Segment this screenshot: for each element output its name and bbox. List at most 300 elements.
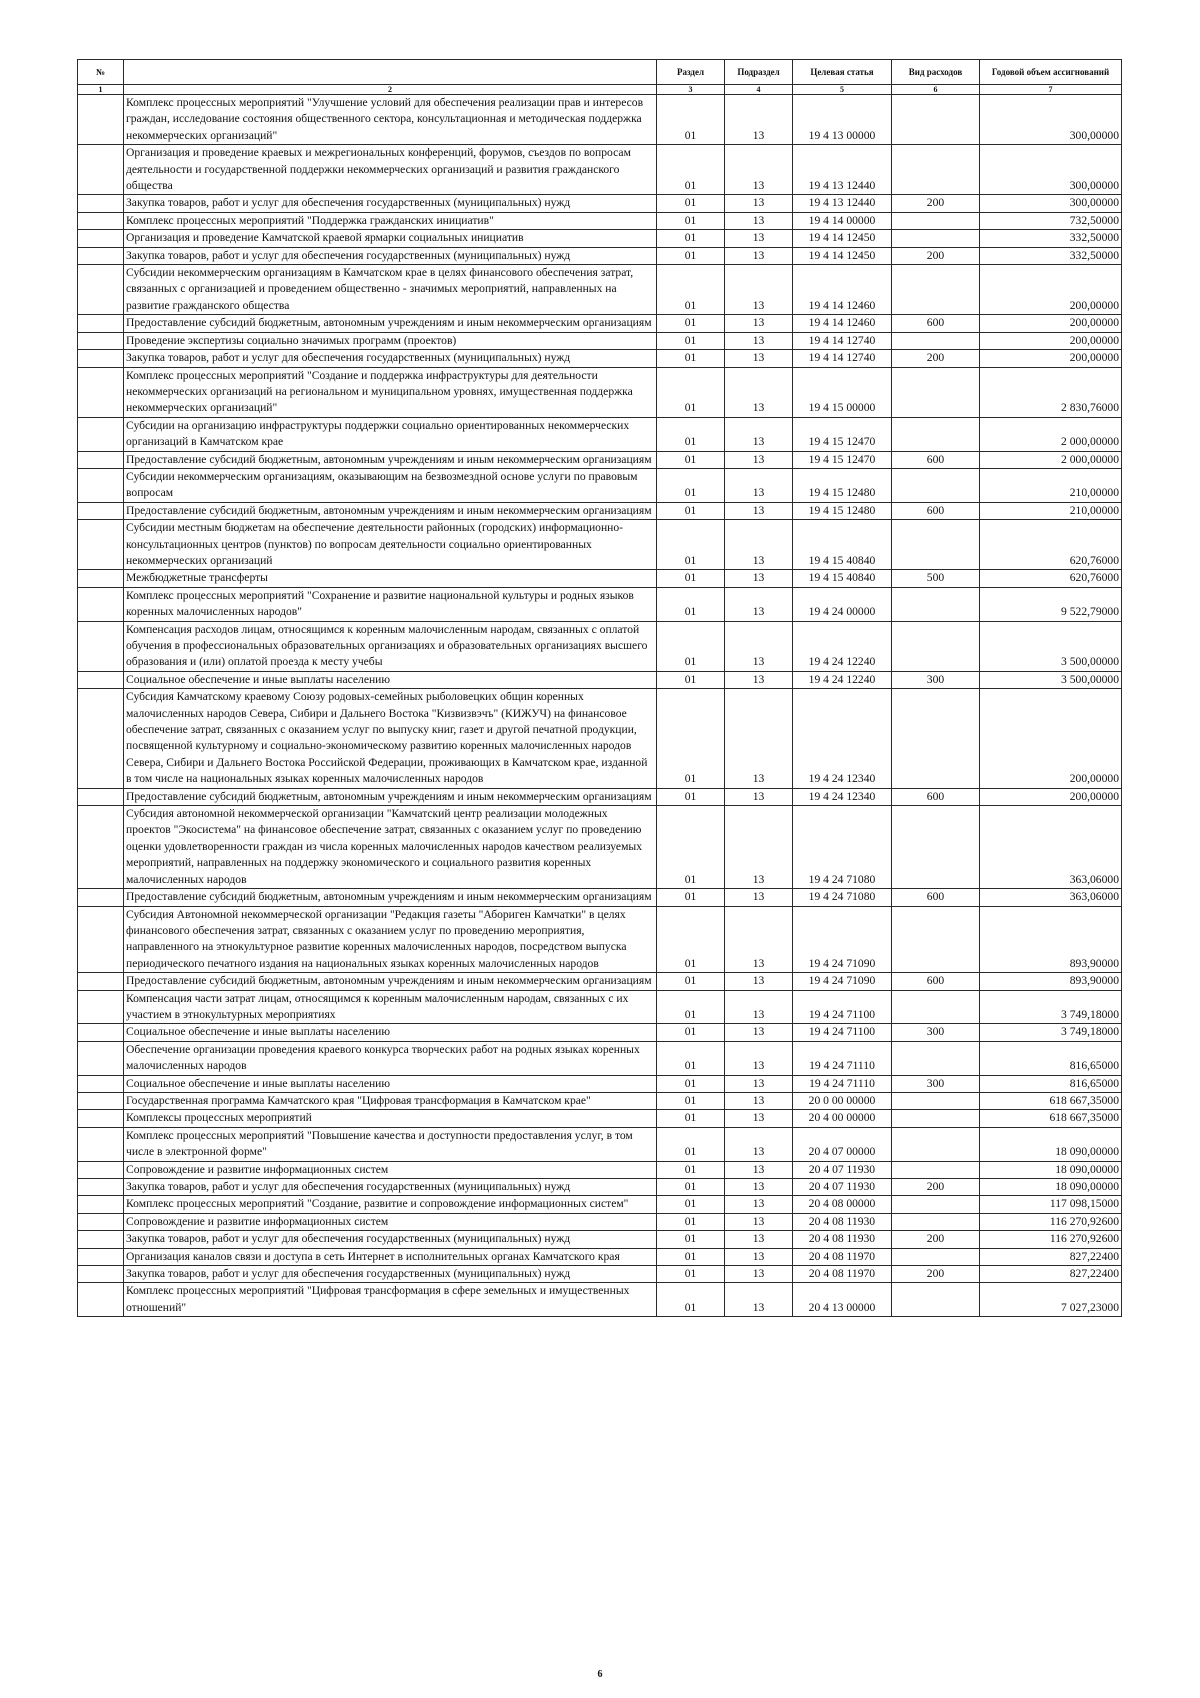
row-amount-cell: 18 090,00000 [980, 1161, 1122, 1178]
row-target-article-cell: 19 4 15 40840 [793, 520, 892, 570]
row-number-cell [78, 417, 124, 451]
row-podrazdel-cell: 13 [725, 788, 793, 805]
row-target-article-cell: 19 4 14 12460 [793, 265, 892, 315]
row-expense-type-cell [892, 1161, 980, 1178]
row-target-article-cell: 19 4 24 12340 [793, 689, 892, 788]
row-amount-cell: 200,00000 [980, 265, 1122, 315]
row-razdel-cell: 01 [657, 367, 725, 417]
table-row [78, 1213, 1122, 1230]
table-row [78, 350, 1122, 367]
row-podrazdel-cell: 13 [725, 468, 793, 502]
row-number-cell [78, 1231, 124, 1248]
row-amount-cell: 200,00000 [980, 788, 1122, 805]
row-target-article-cell: 19 4 14 12740 [793, 350, 892, 367]
row-razdel-cell: 01 [657, 502, 725, 519]
row-expense-type-cell: 300 [892, 1024, 980, 1041]
row-target-article-cell: 20 4 00 00000 [793, 1110, 892, 1127]
row-podrazdel-cell: 13 [725, 1196, 793, 1213]
header-target-article: Целевая статья [793, 60, 892, 85]
row-expense-type-cell: 500 [892, 570, 980, 587]
row-expense-type-cell [892, 587, 980, 621]
row-podrazdel-cell: 13 [725, 990, 793, 1024]
row-podrazdel-cell: 13 [725, 1283, 793, 1317]
row-number-cell [78, 806, 124, 889]
row-name-cell: Обеспечение организации проведения краевого конкурса творческих работ на родных языках коренных малочисленных народов [124, 1041, 657, 1075]
row-expense-type-cell [892, 990, 980, 1024]
row-number-cell [78, 451, 124, 468]
row-target-article-cell: 19 4 14 12460 [793, 315, 892, 332]
table-row [78, 1092, 1122, 1109]
row-name-cell: Субсидии некоммерческим организациям, оказывающим на безвозмездной основе услуги по правовым вопросам [124, 468, 657, 502]
row-expense-type-cell [892, 689, 980, 788]
row-target-article-cell: 19 4 13 00000 [793, 95, 892, 145]
row-expense-type-cell [892, 1196, 980, 1213]
row-name-cell: Субсидии на организацию инфраструктуры поддержки социально ориентированных некоммерческих организаций в Камчатском крае [124, 417, 657, 451]
row-target-article-cell: 19 4 15 00000 [793, 367, 892, 417]
row-podrazdel-cell: 13 [725, 973, 793, 990]
row-name-cell: Предоставление субсидий бюджетным, автономным учреждениям и иным некоммерческим организациям [124, 451, 657, 468]
table-row [78, 570, 1122, 587]
row-name-cell: Комплекс процессных мероприятий "Сохранение и развитие национальной культуры и родных языков коренных малочисленных народов" [124, 587, 657, 621]
table-column-numbers-row [78, 85, 1122, 95]
row-amount-cell: 2 000,00000 [980, 417, 1122, 451]
row-expense-type-cell [892, 1110, 980, 1127]
row-amount-cell: 116 270,92600 [980, 1231, 1122, 1248]
row-number-cell [78, 788, 124, 805]
row-number-cell [78, 1110, 124, 1127]
row-expense-type-cell: 200 [892, 1266, 980, 1283]
row-name-cell: Организация и проведение Камчатской краевой ярмарки социальных инициатив [124, 230, 657, 247]
row-amount-cell: 332,50000 [980, 247, 1122, 264]
row-podrazdel-cell: 13 [725, 1024, 793, 1041]
row-name-cell: Сопровождение и развитие информационных систем [124, 1213, 657, 1230]
row-target-article-cell: 19 4 13 12440 [793, 145, 892, 195]
row-number-cell [78, 1041, 124, 1075]
row-podrazdel-cell: 13 [725, 451, 793, 468]
row-podrazdel-cell: 13 [725, 95, 793, 145]
row-podrazdel-cell: 13 [725, 230, 793, 247]
table-row [78, 1110, 1122, 1127]
table-row [78, 671, 1122, 688]
row-amount-cell: 210,00000 [980, 502, 1122, 519]
row-target-article-cell: 20 4 13 00000 [793, 1283, 892, 1317]
row-name-cell: Государственная программа Камчатского края "Цифровая трансформация в Камчатском крае" [124, 1092, 657, 1109]
table-row [78, 1231, 1122, 1248]
row-expense-type-cell: 200 [892, 247, 980, 264]
row-name-cell: Предоставление субсидий бюджетным, автономным учреждениям и иным некоммерческим организациям [124, 973, 657, 990]
row-amount-cell: 200,00000 [980, 332, 1122, 349]
row-amount-cell: 816,65000 [980, 1075, 1122, 1092]
row-target-article-cell: 19 4 24 71090 [793, 973, 892, 990]
row-amount-cell: 2 830,76000 [980, 367, 1122, 417]
row-target-article-cell: 20 4 08 11970 [793, 1248, 892, 1265]
row-razdel-cell: 01 [657, 350, 725, 367]
table-row [78, 417, 1122, 451]
row-target-article-cell: 19 4 13 12440 [793, 195, 892, 212]
column-number-5: 5 [793, 85, 892, 95]
row-target-article-cell: 19 4 15 12480 [793, 502, 892, 519]
row-amount-cell: 7 027,23000 [980, 1283, 1122, 1317]
row-razdel-cell: 01 [657, 889, 725, 906]
row-number-cell [78, 1127, 124, 1161]
row-expense-type-cell [892, 1127, 980, 1161]
row-name-cell: Субсидии некоммерческим организациям в Камчатском крае в целях финансового обеспечения затрат, связанных с организацией и проведением общественно - значимых мероприятий, направленных на развитие гражданского общества [124, 265, 657, 315]
row-number-cell [78, 332, 124, 349]
row-amount-cell: 620,76000 [980, 520, 1122, 570]
row-name-cell: Комплекс процессных мероприятий "Улучшение условий для обеспечения реализации прав и интересов граждан, исследование состояния общественного сектора, консультационная и методическая поддержка некоммерческих организаций" [124, 95, 657, 145]
row-number-cell [78, 468, 124, 502]
row-number-cell [78, 145, 124, 195]
row-razdel-cell: 01 [657, 315, 725, 332]
row-target-article-cell: 19 4 15 12470 [793, 451, 892, 468]
table-row [78, 990, 1122, 1024]
row-expense-type-cell [892, 367, 980, 417]
row-expense-type-cell [892, 906, 980, 973]
row-target-article-cell: 20 4 08 11930 [793, 1213, 892, 1230]
row-razdel-cell: 01 [657, 468, 725, 502]
row-razdel-cell: 01 [657, 265, 725, 315]
table-row [78, 906, 1122, 973]
header-name [124, 60, 657, 85]
row-podrazdel-cell: 13 [725, 1231, 793, 1248]
row-name-cell: Закупка товаров, работ и услуг для обеспечения государственных (муниципальных) нужд [124, 1231, 657, 1248]
row-amount-cell: 3 749,18000 [980, 1024, 1122, 1041]
row-podrazdel-cell: 13 [725, 1213, 793, 1230]
row-expense-type-cell [892, 332, 980, 349]
row-number-cell [78, 671, 124, 688]
row-name-cell: Комплексы процессных мероприятий [124, 1110, 657, 1127]
row-name-cell: Предоставление субсидий бюджетным, автономным учреждениям и иным некоммерческим организациям [124, 889, 657, 906]
row-razdel-cell: 01 [657, 671, 725, 688]
row-number-cell [78, 973, 124, 990]
row-amount-cell: 18 090,00000 [980, 1179, 1122, 1196]
row-name-cell: Закупка товаров, работ и услуг для обеспечения государственных (муниципальных) нужд [124, 1266, 657, 1283]
table-row [78, 1283, 1122, 1317]
row-amount-cell: 3 500,00000 [980, 671, 1122, 688]
row-amount-cell: 117 098,15000 [980, 1196, 1122, 1213]
row-amount-cell: 827,22400 [980, 1248, 1122, 1265]
column-number-7: 7 [980, 85, 1122, 95]
row-target-article-cell: 20 0 00 00000 [793, 1092, 892, 1109]
row-target-article-cell: 19 4 14 12450 [793, 247, 892, 264]
row-podrazdel-cell: 13 [725, 1110, 793, 1127]
row-razdel-cell: 01 [657, 1110, 725, 1127]
row-number-cell [78, 689, 124, 788]
row-name-cell: Предоставление субсидий бюджетным, автономным учреждениям и иным некоммерческим организациям [124, 788, 657, 805]
row-amount-cell: 300,00000 [980, 95, 1122, 145]
row-target-article-cell: 20 4 08 00000 [793, 1196, 892, 1213]
row-razdel-cell: 01 [657, 451, 725, 468]
row-podrazdel-cell: 13 [725, 570, 793, 587]
row-podrazdel-cell: 13 [725, 1179, 793, 1196]
row-podrazdel-cell: 13 [725, 689, 793, 788]
row-target-article-cell: 19 4 24 12340 [793, 788, 892, 805]
row-expense-type-cell [892, 1283, 980, 1317]
row-razdel-cell: 01 [657, 973, 725, 990]
table-row [78, 1161, 1122, 1178]
row-number-cell [78, 1179, 124, 1196]
row-target-article-cell: 19 4 14 12450 [793, 230, 892, 247]
row-razdel-cell: 01 [657, 145, 725, 195]
table-row [78, 95, 1122, 145]
table-row [78, 1266, 1122, 1283]
row-podrazdel-cell: 13 [725, 889, 793, 906]
table-row [78, 315, 1122, 332]
row-name-cell: Предоставление субсидий бюджетным, автономным учреждениям и иным некоммерческим организациям [124, 315, 657, 332]
table-row [78, 468, 1122, 502]
row-target-article-cell: 20 4 08 11930 [793, 1231, 892, 1248]
table-row [78, 788, 1122, 805]
row-number-cell [78, 621, 124, 671]
table-row [78, 247, 1122, 264]
row-expense-type-cell: 600 [892, 973, 980, 990]
row-razdel-cell: 01 [657, 689, 725, 788]
table-row [78, 1248, 1122, 1265]
row-amount-cell: 3 749,18000 [980, 990, 1122, 1024]
row-number-cell [78, 230, 124, 247]
row-name-cell: Закупка товаров, работ и услуг для обеспечения государственных (муниципальных) нужд [124, 350, 657, 367]
row-podrazdel-cell: 13 [725, 502, 793, 519]
row-target-article-cell: 20 4 07 11930 [793, 1179, 892, 1196]
header-expense-type: Вид расходов [892, 60, 980, 85]
row-expense-type-cell: 600 [892, 889, 980, 906]
row-podrazdel-cell: 13 [725, 621, 793, 671]
table-row [78, 587, 1122, 621]
budget-allocation-table [77, 59, 1122, 1317]
column-number-1: 1 [78, 85, 124, 95]
row-number-cell [78, 1092, 124, 1109]
row-name-cell: Комплекс процессных мероприятий "Поддержка гражданских инициатив" [124, 212, 657, 229]
row-amount-cell: 732,50000 [980, 212, 1122, 229]
row-razdel-cell: 01 [657, 806, 725, 889]
row-razdel-cell: 01 [657, 587, 725, 621]
row-name-cell: Компенсация части затрат лицам, относящимся к коренным малочисленным народам, связанных с их участием в этнокультурных мероприятиях [124, 990, 657, 1024]
row-number-cell [78, 265, 124, 315]
row-number-cell [78, 212, 124, 229]
row-target-article-cell: 19 4 24 00000 [793, 587, 892, 621]
row-podrazdel-cell: 13 [725, 906, 793, 973]
row-expense-type-cell: 600 [892, 451, 980, 468]
row-podrazdel-cell: 13 [725, 212, 793, 229]
row-name-cell: Социальное обеспечение и иные выплаты населению [124, 1075, 657, 1092]
row-expense-type-cell: 200 [892, 350, 980, 367]
row-razdel-cell: 01 [657, 1213, 725, 1230]
row-podrazdel-cell: 13 [725, 1127, 793, 1161]
row-razdel-cell: 01 [657, 990, 725, 1024]
table-row [78, 212, 1122, 229]
row-expense-type-cell [892, 212, 980, 229]
row-razdel-cell: 01 [657, 247, 725, 264]
row-podrazdel-cell: 13 [725, 1161, 793, 1178]
row-name-cell: Субсидии местным бюджетам на обеспечение деятельности районных (городских) информационно-консультационных центров (пунктов) по вопросам деятельности социально ориентированных некоммерческих организаций [124, 520, 657, 570]
row-razdel-cell: 01 [657, 212, 725, 229]
table-row [78, 1179, 1122, 1196]
row-podrazdel-cell: 13 [725, 195, 793, 212]
row-razdel-cell: 01 [657, 1196, 725, 1213]
row-expense-type-cell: 200 [892, 1231, 980, 1248]
row-target-article-cell: 19 4 24 71110 [793, 1041, 892, 1075]
row-name-cell: Сопровождение и развитие информационных систем [124, 1161, 657, 1178]
row-amount-cell: 9 522,79000 [980, 587, 1122, 621]
row-number-cell [78, 570, 124, 587]
row-podrazdel-cell: 13 [725, 1248, 793, 1265]
header-number: № [78, 60, 124, 85]
row-amount-cell: 363,06000 [980, 806, 1122, 889]
table-row [78, 520, 1122, 570]
row-number-cell [78, 367, 124, 417]
row-amount-cell: 893,90000 [980, 973, 1122, 990]
row-expense-type-cell [892, 145, 980, 195]
row-target-article-cell: 19 4 15 12480 [793, 468, 892, 502]
row-number-cell [78, 1266, 124, 1283]
row-target-article-cell: 19 4 24 12240 [793, 621, 892, 671]
row-podrazdel-cell: 13 [725, 1266, 793, 1283]
row-amount-cell: 620,76000 [980, 570, 1122, 587]
row-number-cell [78, 1075, 124, 1092]
row-name-cell: Субсидия Автономной некоммерческой организации "Редакция газеты "Абориген Камчатки" в целях финансового обеспечения затрат, связанных с оказанием услуг по проведению мероприятия, направленного на этнокультурное развитие коренных малочисленных народов, посредством выпуска периодического печатного издания на национальных языках коренных малочисленных народов [124, 906, 657, 973]
row-name-cell: Организация и проведение краевых и межрегиональных конференций, форумов, съездов по вопросам деятельности и государственной поддержки некоммерческих организаций и развития гражданского общества [124, 145, 657, 195]
row-number-cell [78, 247, 124, 264]
row-expense-type-cell: 300 [892, 1075, 980, 1092]
row-number-cell [78, 520, 124, 570]
row-number-cell [78, 1161, 124, 1178]
row-amount-cell: 618 667,35000 [980, 1110, 1122, 1127]
row-razdel-cell: 01 [657, 1161, 725, 1178]
row-amount-cell: 827,22400 [980, 1266, 1122, 1283]
table-row [78, 621, 1122, 671]
page-number: 6 [597, 1669, 603, 1680]
row-podrazdel-cell: 13 [725, 367, 793, 417]
row-podrazdel-cell: 13 [725, 671, 793, 688]
row-amount-cell: 300,00000 [980, 195, 1122, 212]
row-name-cell: Организация каналов связи и доступа в сеть Интернет в исполнительных органах Камчатского края [124, 1248, 657, 1265]
row-target-article-cell: 19 4 24 12240 [793, 671, 892, 688]
row-razdel-cell: 01 [657, 1024, 725, 1041]
row-number-cell [78, 587, 124, 621]
row-podrazdel-cell: 13 [725, 332, 793, 349]
header-podrazdel: Подраздел [725, 60, 793, 85]
table-row [78, 1075, 1122, 1092]
row-target-article-cell: 20 4 07 11930 [793, 1161, 892, 1178]
row-podrazdel-cell: 13 [725, 265, 793, 315]
row-razdel-cell: 01 [657, 520, 725, 570]
table-row [78, 367, 1122, 417]
column-number-4: 4 [725, 85, 793, 95]
column-number-3: 3 [657, 85, 725, 95]
row-target-article-cell: 19 4 24 71090 [793, 906, 892, 973]
row-podrazdel-cell: 13 [725, 315, 793, 332]
row-target-article-cell: 20 4 08 11970 [793, 1266, 892, 1283]
row-podrazdel-cell: 13 [725, 1041, 793, 1075]
row-podrazdel-cell: 13 [725, 520, 793, 570]
table-row [78, 1127, 1122, 1161]
row-name-cell: Комплекс процессных мероприятий "Создание и поддержка инфраструктуры для деятельности некоммерческих организаций на региональном и муниципальном уровнях, имущественная поддержка некоммерческих организаций" [124, 367, 657, 417]
row-expense-type-cell [892, 1248, 980, 1265]
table-row [78, 451, 1122, 468]
row-amount-cell: 893,90000 [980, 906, 1122, 973]
row-number-cell [78, 502, 124, 519]
row-number-cell [78, 315, 124, 332]
row-name-cell: Комплекс процессных мероприятий "Создание, развитие и сопровождение информационных систем" [124, 1196, 657, 1213]
row-podrazdel-cell: 13 [725, 145, 793, 195]
row-expense-type-cell [892, 1041, 980, 1075]
row-razdel-cell: 01 [657, 417, 725, 451]
table-row [78, 1024, 1122, 1041]
row-razdel-cell: 01 [657, 1075, 725, 1092]
row-razdel-cell: 01 [657, 788, 725, 805]
row-razdel-cell: 01 [657, 95, 725, 145]
row-expense-type-cell [892, 806, 980, 889]
row-razdel-cell: 01 [657, 1248, 725, 1265]
row-number-cell [78, 990, 124, 1024]
row-target-article-cell: 19 4 24 71100 [793, 990, 892, 1024]
row-amount-cell: 2 000,00000 [980, 451, 1122, 468]
row-podrazdel-cell: 13 [725, 587, 793, 621]
row-expense-type-cell [892, 265, 980, 315]
row-amount-cell: 816,65000 [980, 1041, 1122, 1075]
row-razdel-cell: 01 [657, 1179, 725, 1196]
row-expense-type-cell [892, 621, 980, 671]
row-podrazdel-cell: 13 [725, 417, 793, 451]
row-amount-cell: 116 270,92600 [980, 1213, 1122, 1230]
row-name-cell: Закупка товаров, работ и услуг для обеспечения государственных (муниципальных) нужд [124, 1179, 657, 1196]
row-name-cell: Проведение экспертизы социально значимых программ (проектов) [124, 332, 657, 349]
row-number-cell [78, 195, 124, 212]
row-number-cell [78, 1213, 124, 1230]
row-number-cell [78, 1248, 124, 1265]
row-target-article-cell: 19 4 15 12470 [793, 417, 892, 451]
row-expense-type-cell [892, 95, 980, 145]
row-name-cell: Компенсация расходов лицам, относящимся к коренным малочисленным народам, связанных с оплатой обучения в профессиональных образовательных организациях и образовательных организациях высшего образования и (или) оплатой проезда к месту учебы [124, 621, 657, 671]
row-target-article-cell: 19 4 24 71110 [793, 1075, 892, 1092]
row-expense-type-cell [892, 1092, 980, 1109]
table-row [78, 1196, 1122, 1213]
row-number-cell [78, 350, 124, 367]
header-razdel: Раздел [657, 60, 725, 85]
row-amount-cell: 618 667,35000 [980, 1092, 1122, 1109]
row-name-cell: Закупка товаров, работ и услуг для обеспечения государственных (муниципальных) нужд [124, 247, 657, 264]
table-row [78, 145, 1122, 195]
row-razdel-cell: 01 [657, 906, 725, 973]
row-razdel-cell: 01 [657, 1092, 725, 1109]
row-expense-type-cell: 300 [892, 671, 980, 688]
row-number-cell [78, 1283, 124, 1317]
row-target-article-cell: 19 4 24 71080 [793, 889, 892, 906]
row-expense-type-cell: 600 [892, 502, 980, 519]
row-amount-cell: 300,00000 [980, 145, 1122, 195]
table-row [78, 195, 1122, 212]
row-expense-type-cell: 600 [892, 315, 980, 332]
table-row [78, 502, 1122, 519]
row-target-article-cell: 19 4 24 71100 [793, 1024, 892, 1041]
row-name-cell: Социальное обеспечение и иные выплаты населению [124, 671, 657, 688]
row-name-cell: Предоставление субсидий бюджетным, автономным учреждениям и иным некоммерческим организациям [124, 502, 657, 519]
row-expense-type-cell [892, 230, 980, 247]
row-razdel-cell: 01 [657, 1127, 725, 1161]
row-razdel-cell: 01 [657, 332, 725, 349]
table-row [78, 889, 1122, 906]
row-razdel-cell: 01 [657, 1231, 725, 1248]
row-podrazdel-cell: 13 [725, 1075, 793, 1092]
row-name-cell: Межбюджетные трансферты [124, 570, 657, 587]
row-name-cell: Закупка товаров, работ и услуг для обеспечения государственных (муниципальных) нужд [124, 195, 657, 212]
table-row [78, 265, 1122, 315]
row-expense-type-cell: 200 [892, 195, 980, 212]
row-amount-cell: 363,06000 [980, 889, 1122, 906]
row-target-article-cell: 19 4 14 12740 [793, 332, 892, 349]
row-number-cell [78, 906, 124, 973]
row-amount-cell: 3 500,00000 [980, 621, 1122, 671]
